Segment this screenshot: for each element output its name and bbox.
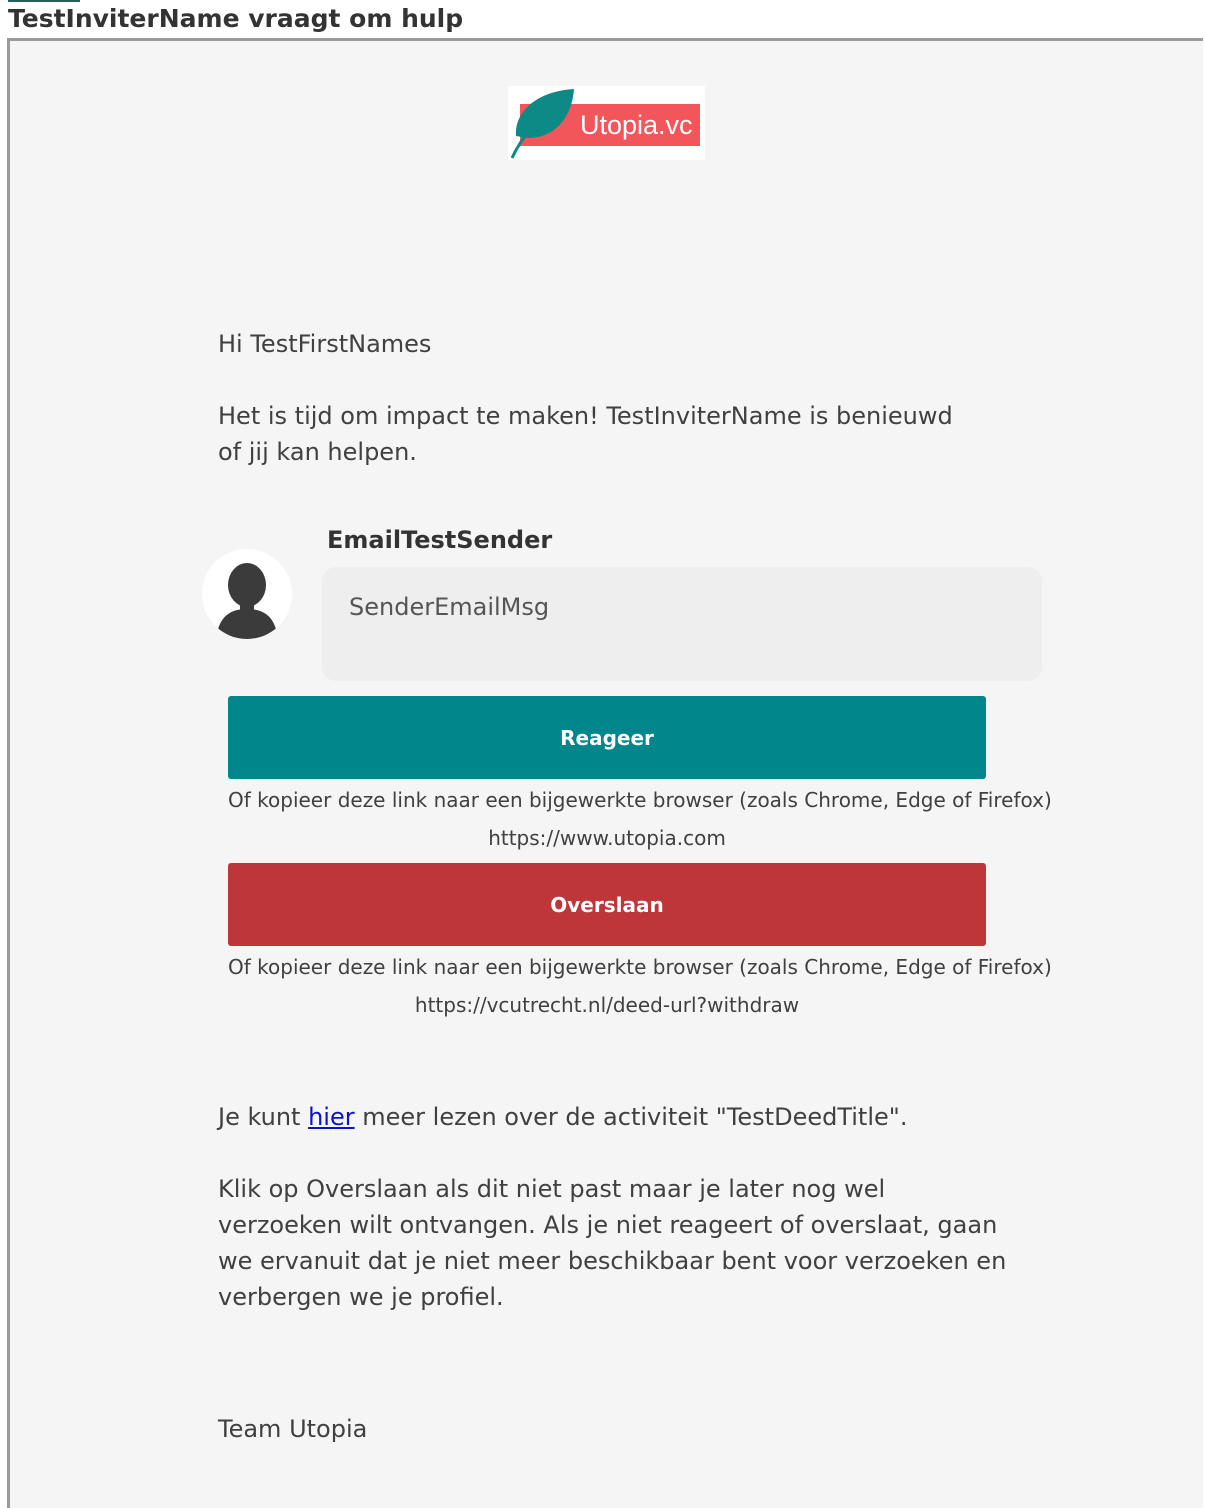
skip-explanation: Klik op Overslaan als dit niet past maar je later nog wel verzoeken wilt ontvangen. Als je niet reageert of overslaat, gaan we ervanuit dat je niet meer beschikbaar bent voor verzoeken en verbergen we je profiel. (218, 1175, 1007, 1311)
copy-link-hint-skip: Of kopieer deze link naar een bijgewerkte browser (zoals Chrome, Edge of Firefox) (228, 955, 1052, 979)
sender-message-box (322, 567, 1042, 681)
read-more-prefix: Je kunt (218, 1103, 309, 1131)
copy-link-hint-react: Of kopieer deze link naar een bijgewerkte browser (zoals Chrome, Edge of Firefox) (228, 788, 1052, 812)
sender-message: SenderEmailMsg (349, 593, 550, 621)
react-url[interactable]: https://www.utopia.com (488, 826, 726, 850)
signature: Team Utopia (218, 1415, 368, 1443)
sender-name: EmailTestSender (327, 526, 553, 554)
skip-button[interactable]: Overslaan (228, 863, 986, 946)
skip-url[interactable]: https://vcutrecht.nl/deed-url?withdraw (414, 993, 800, 1017)
top-accent-bar (8, 0, 80, 2)
utopia-logo (508, 86, 705, 160)
intro-text: Het is tijd om impact te maken! TestInviterName is benieuwd of jij kan helpen. (218, 402, 953, 466)
read-more-suffix: meer lezen over de activiteit "TestDeedTitle". (354, 1103, 908, 1131)
person-silhouette-icon (202, 549, 292, 639)
greeting: Hi TestFirstNames (218, 330, 432, 358)
avatar (202, 549, 292, 639)
read-more-link[interactable]: hier (308, 1103, 355, 1131)
logo-text: Utopia.vc (580, 110, 693, 140)
react-button[interactable]: Reageer (228, 696, 986, 779)
email-subject: TestInviterName vraagt om hulp (8, 4, 464, 33)
read-more-text (218, 1099, 1038, 1135)
